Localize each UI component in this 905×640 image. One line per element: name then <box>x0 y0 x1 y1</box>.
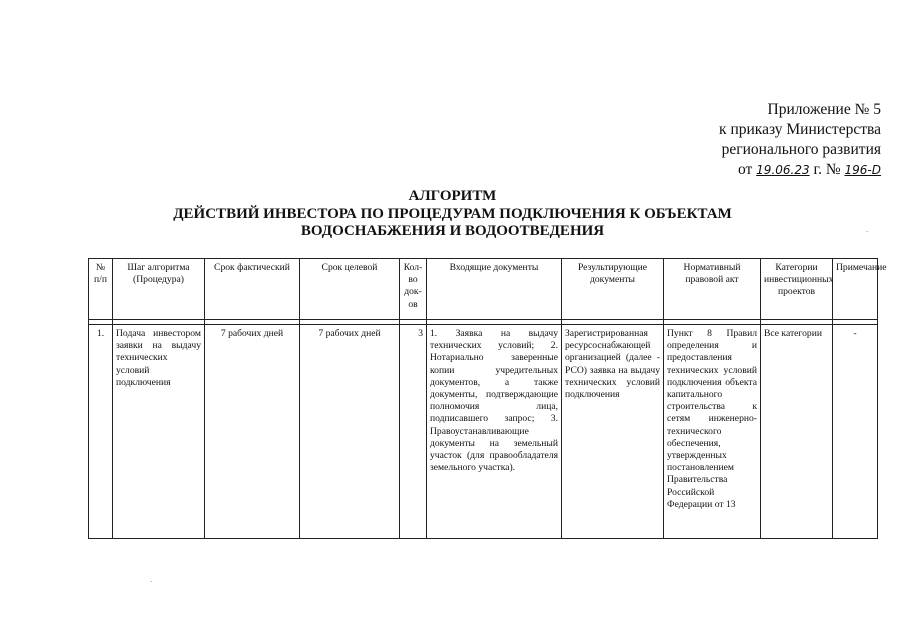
scan-speck: . <box>866 224 869 234</box>
algorithm-table <box>88 258 887 539</box>
table-row <box>89 325 878 539</box>
header-result-docs: Результирующие документы <box>562 259 664 320</box>
header-legal-act: Нормативный правовой акт <box>664 259 761 320</box>
header-step: Шаг алгоритма (Процедура) <box>113 259 205 320</box>
header-category: Категории инвестиционных проектов <box>761 259 833 320</box>
cell-num: 1. <box>89 325 113 539</box>
appendix-line-3: регионального развития <box>721 141 881 158</box>
title-line-2: ДЕЙСТВИЙ ИНВЕСТОРА ПО ПРОЦЕДУРАМ ПОДКЛЮЧЕНИЯ К ОБЪЕКТАМ <box>173 205 732 222</box>
appendix-order-line <box>719 160 881 180</box>
cell-target-term: 7 рабочих дней <box>300 325 400 539</box>
cell-legal-act: Пункт 8 Правил определения и предоставления технических условий подключения объекта капитального строительства к сетям инженерно-технического обеспечения, утвержденных постановлением Правительства Российской Федерации от 13 <box>664 325 761 539</box>
header-num: № п/п <box>89 259 113 320</box>
header-target-term: Срок целевой <box>300 259 400 320</box>
cell-category: Все категории <box>761 325 833 539</box>
header-actual-term: Срок фактический <box>205 259 300 320</box>
title-line-3: ВОДОСНАБЖЕНИЯ И ВОДООТВЕДЕНИЯ <box>300 223 605 239</box>
appendix-block <box>719 100 881 180</box>
cell-actual-term: 7 рабочих дней <box>205 325 300 539</box>
cell-note: - <box>833 325 878 539</box>
header-note: Примечание <box>833 259 878 320</box>
appendix-year-label: г. № <box>813 161 841 178</box>
document-title <box>0 188 905 241</box>
appendix-line-1: Приложение № 5 <box>767 101 881 118</box>
header-doc-count: Кол-во док-ов <box>400 259 427 320</box>
cell-input-docs: 1. Заявка на выдачу технических условий; 2. Нотариально заверенные копии учредительных документов, а также документы, подтверждающие полномочия лица, подписавшего запрос; 3. Правоустанавливающие документы на земельный участок (для правообладателя земельного участка). <box>427 325 562 539</box>
appendix-from: от <box>737 161 753 178</box>
cell-step: Подача инвестором заявки на выдачу технических условий подключения <box>113 325 205 539</box>
title-line-1: АЛГОРИТМ <box>408 188 497 204</box>
appendix-date: 19.06.23 <box>756 163 810 177</box>
cell-result-docs: Зарегистрированная ресурсоснабжающей организацией (далее - РСО) заявка на выдачу технических условий подключения <box>562 325 664 539</box>
cell-doc-count: 3 <box>400 325 427 539</box>
appendix-number: 196-D <box>844 163 881 177</box>
appendix-line-2: к приказу Министерства <box>719 121 881 138</box>
table-header-row <box>89 259 878 320</box>
scan-speck: . <box>150 574 153 584</box>
header-input-docs: Входящие документы <box>427 259 562 320</box>
